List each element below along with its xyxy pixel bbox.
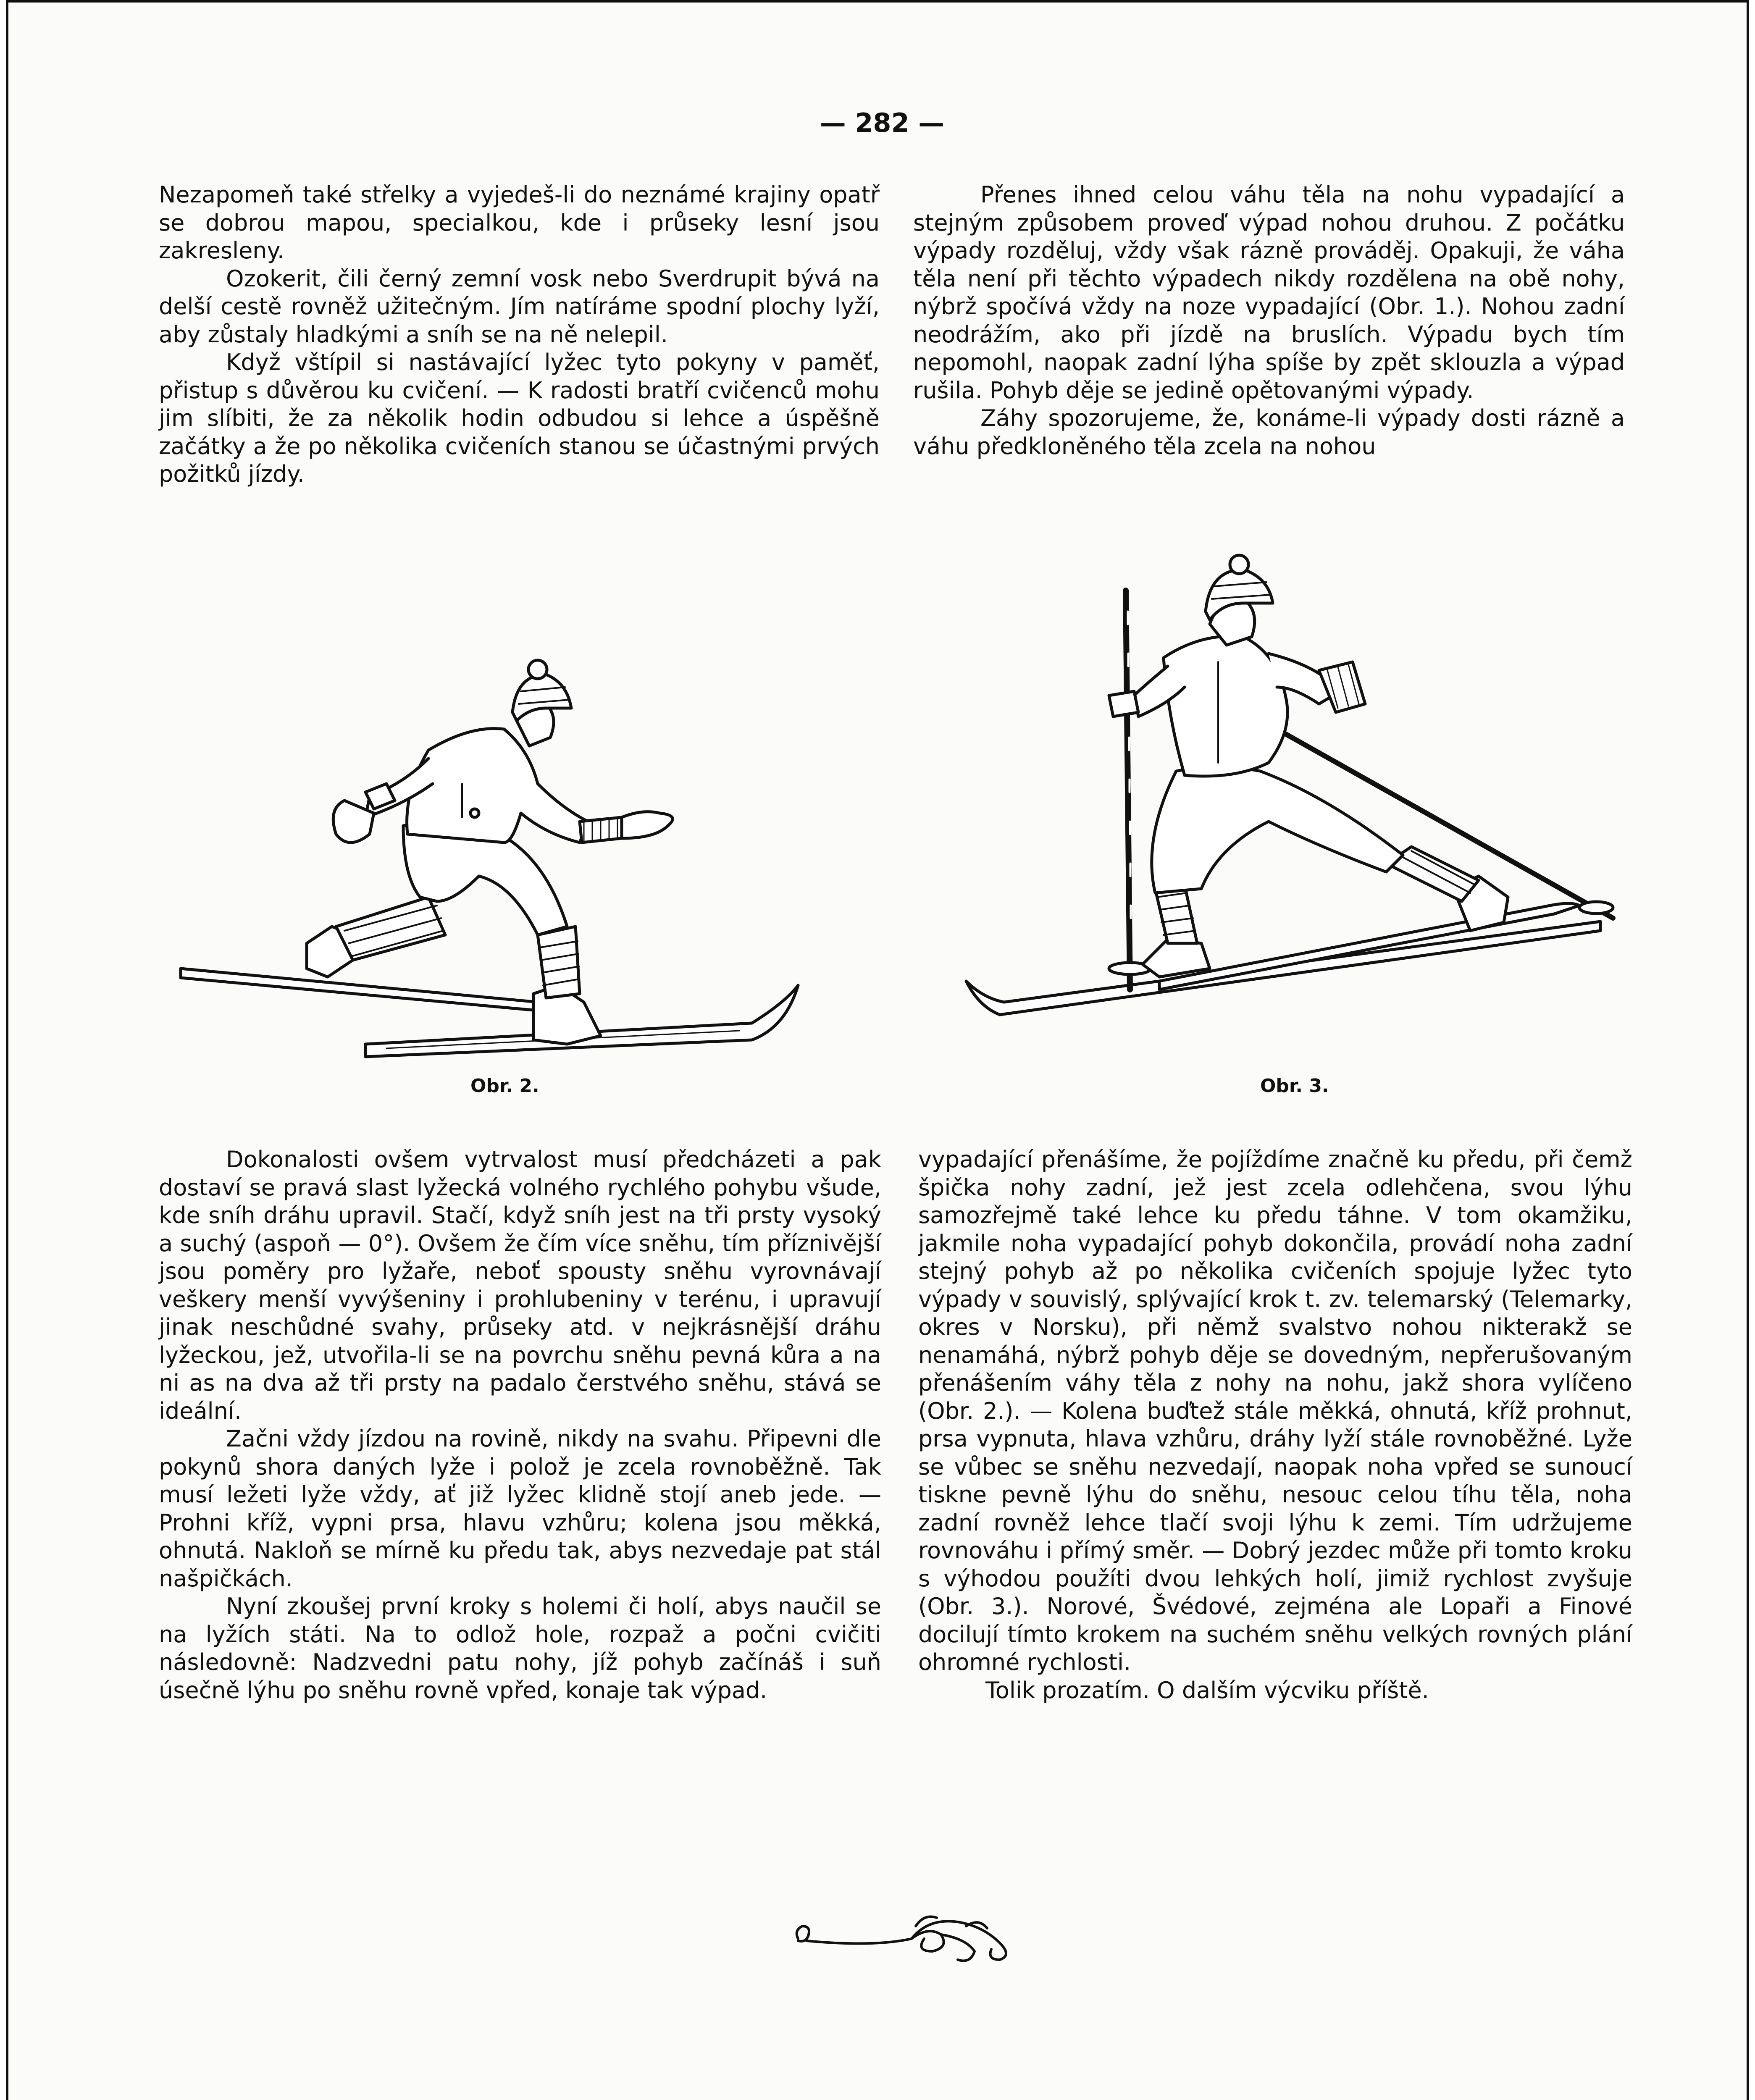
paragraph: Ozokerit, čili černý zemní vosk nebo Sverdrupit bývá na delší cestě rovněž užitečným. Jím natíráme spodní plochy lyží, aby zůstaly hladkými a sníh se na ně nelepil. [159, 265, 880, 348]
column-bottom-right [918, 1146, 1632, 1704]
paragraph: Tolik prozatím. O dalším výcviku příště. [985, 1677, 1429, 1704]
paragraph: Záhy spozorujeme, že, konáme-li výpady dosti rázně a váhu předkloněného těla zcela na nohou [913, 405, 1625, 459]
skier-illustration-fig2 [168, 624, 865, 1069]
column-top-right [913, 181, 1625, 460]
figure-caption-2: Obr. 2. [470, 1075, 539, 1097]
paragraph: Když vštípil si nastávající lyžec tyto pokyny v paměť, přistup s důvěrou ku cvičení. — K radosti bratří cvičenců mohu jim slíbiti, že za několik hodin odbudou si lehce a úspěšně začátky a že po několika cvičeních stanou se účastnými prvých požitků jízdy. [159, 349, 880, 487]
paragraph: Přenes ihned celou váhu těla na nohu vypadající a stejným způsobem proveď výpad nohou druhou. Z počátku výpady rozděluj, vždy však rázně prováděj. Opakuji, že váha těla není při těchto výpadech nikdy rozdělena na obě nohy, nýbrž spočívá vždy na noze vypadající (Obr. 1.). Nohou zadní neodrážím, ako při jízdě na bruslích. Výpadu bych tím nepomohl, naopak zadní lýha spíše by zpět sklouzla a výpad rušila. Pohyb děje se jedině opětovanými výpady. [913, 181, 1625, 404]
paragraph: Nezapomeň také střelky a vyjedeš-li do neznámé krajiny opatř se dobrou mapou, specialkou, kde i průseky lesní jsou zakresleny. [159, 181, 880, 264]
paragraph: vypadající přenášíme, že pojíždíme značně ku předu, při čemž špička nohy zadní, jež jest zcela odlehčena, svou lýhu samozřejmě také lehce ku předu táhne. V tom okamžiku, jakmile noha vypadající pohyb dokončila, provádí noha zadní stejný pohyb až po několika cvičeních spojuje lyžec tyto výpady v souvislý, splývající krok t. zv. telemarský (Telemarky, okres v Norsku), při němž svalstvo nohou nikterakž se nenamáhá, nýbrž pohyb děje se dovedným, nepřerušovaným přenášením váhy těla z nohy na nohu, jakž shora vylíčeno (Obr. 2.). — Kolena buďtež stále měkká, ohnutá, kříž prohnut, prsa vypnuta, hlava vzhůru, dráhy lyží stále rovnoběžné. Lyže se vůbec se sněhu nezvedají, naopak noha vpřed se sunoucí tiskne pevně lýhu do sněhu, nesouc celou tíhu těla, noha zadní rovněž lehce tlačí svoji lýhu k zemi. Tím udržujeme rovnováhu i přímý směr. — Dobrý jezdec může při tomto kroku s výhodou použíti dvou lehkých holí, jimiž rychlost zvyšuje (Obr. 3.). Norové, Švédové, zejména ale Lopaři a Finové docilují tímto krokem na suchém sněhu velkých rovných plání ohromné rychlosti. [918, 1146, 1632, 1675]
skier-with-poles-illustration-fig3 [949, 528, 1630, 1074]
page [6, 0, 1749, 2100]
column-bottom-left [159, 1146, 881, 1704]
paragraph: Začni vždy jízdou na rovině, nikdy na svahu. Připevni dle pokynů shora daných lyže i polož je zcela rovnoběžně. Tak musí ležeti lyže vždy, ať již lyžec klidně stojí aneb jede. — Prohni kříž, vypni prsa, hlavu vzhůru; kolena jsou měkká, ohnutá. Nakloň se mírně ku předu tak, abys nezvedaje pat stál našpičkách. [159, 1425, 881, 1592]
paragraph: Nyní zkoušej první kroky s holemi či holí, abys naučil se na lyžích státi. Na to odlož hole, rozpaž a počni cvičiti následovně: Nadzvedni patu nohy, jíž pohyb začínáš i suň úsečně lýhu po sněhu rovně vpřed, konaje tak výpad. [159, 1593, 881, 1704]
paragraph: Dokonalosti ovšem vytrvalost musí předcházeti a pak dostaví se pravá slast lyžecká volného rychlého pohybu všude, kde sníh dráhu upravil. Stačí, když sníh jest na tři prsty vysoký a suchý (aspoň — 0°). Ovšem že čím více sněhu, tím příznivější jsou poměry pro lyžaře, neboť spousty sněhu vyrovnávají veškery menší vyvýšeniny i prohlubeniny v terénu, i upravují jinak neschůdné svahy, průseky atd. v nejkrásnější dráhu lyžeckou, jež, utvořila-li se na povrchu sněhu pevná kůra a na ni as na dva až tři prsty na padalo čerstvého sněhu, stává se ideální. [159, 1146, 881, 1424]
column-top-left [159, 181, 880, 488]
decorative-ornament [790, 1909, 1025, 1972]
page-number: — 282 — [820, 108, 945, 138]
figure-caption-3: Obr. 3. [1260, 1075, 1329, 1097]
